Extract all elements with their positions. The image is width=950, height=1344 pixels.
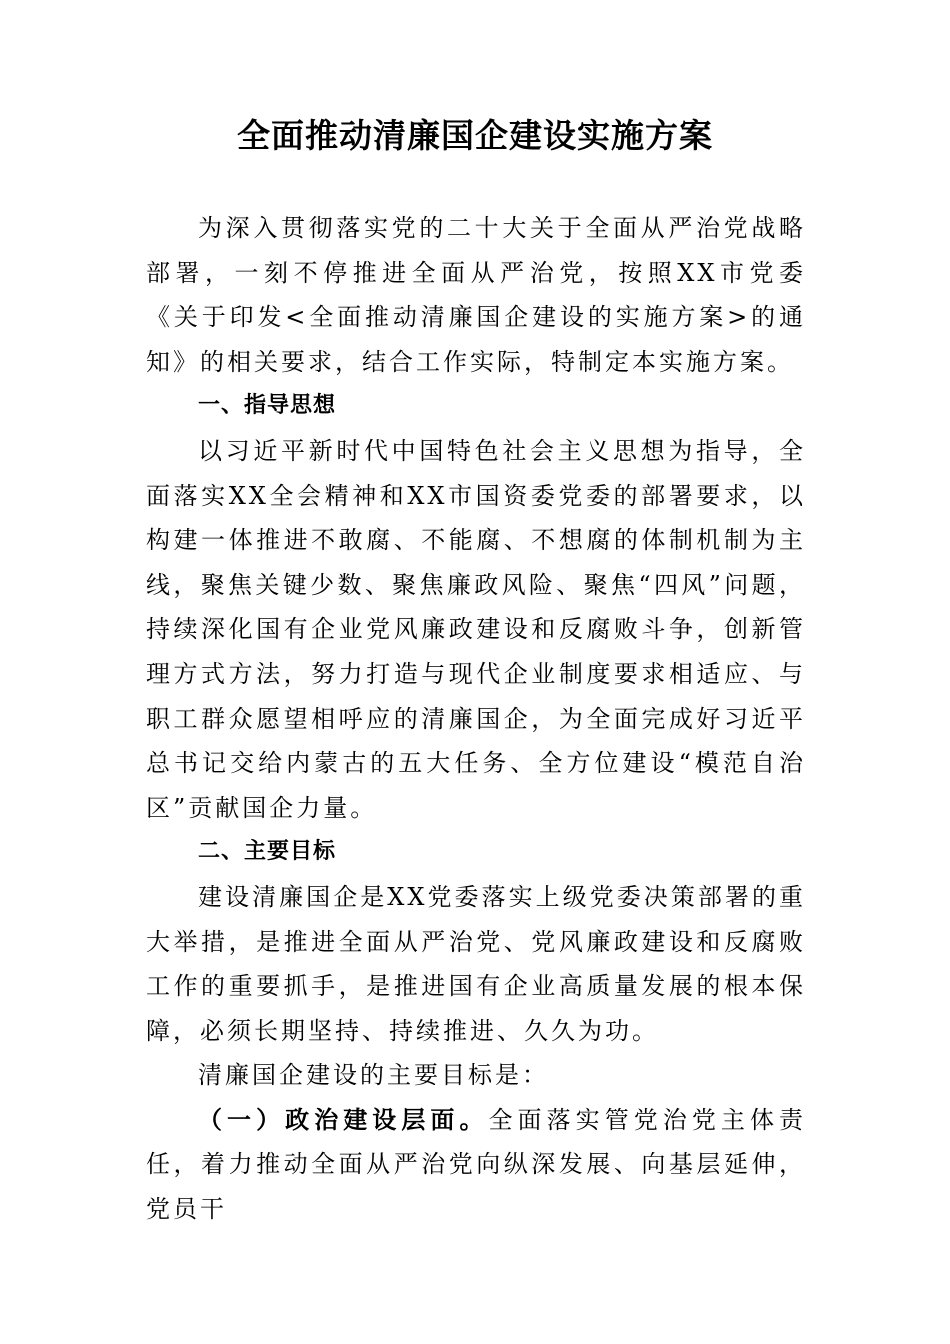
goals-intro-paragraph: 清廉国企建设的主要目标是： [198,1061,549,1090]
section-heading-main-goals: 二、主要目标 [198,839,337,865]
intro-paragraph: 为深入贯彻落实党的二十大关于全面从严治党战略部署，一刻不停推进全面从严治党，按照XX市党委《关于印发<全面推动清廉国企建设的实施方案>的通知》的相关要求，结合工作实际，特制定本实施方案。 [146,214,806,376]
goal-political-construction-paragraph [146,1098,806,1232]
section-heading-guiding-ideology: 一、指导思想 [198,393,337,419]
guiding-ideology-paragraph: 以习近平新时代中国特色社会主义思想为指导，全面落实XX全会精神和XX市国资委党委的部署要求，以构建一体推进不敢腐、不能腐、不想腐的体制机制为主线，聚焦关键少数、聚焦廉政风险、聚焦“四风”问题，持续深化国有企业党风廉政建设和反腐败斗争，创新管理方式方法，努力打造与现代企业制度要求相适应、与职工群众愿望相呼应的清廉国企，为全面完成好习近平总书记交给内蒙古的五大任务、全方位建设“模范自治区”贡献国企力量。 [146,436,806,822]
goal-political-construction-body: 全面落实管党治党主体责任，着力推动全面从严治党向纵深发展、向基层延伸，党员干 [146,1105,806,1224]
document-title: 全面推动清廉国企建设实施方案 [237,116,713,155]
goal-political-construction-lead: （一）政治建设层面。 [198,1104,489,1134]
document-body [146,206,806,1232]
main-goals-paragraph: 建设清廉国企是XX党委落实上级党委决策部署的重大举措，是推进全面从严治党、党风廉政建设和反腐败工作的重要抓手，是推进国有企业高质量发展的根本保障，必须长期坚持、持续推进、久久为功。 [146,882,806,1045]
